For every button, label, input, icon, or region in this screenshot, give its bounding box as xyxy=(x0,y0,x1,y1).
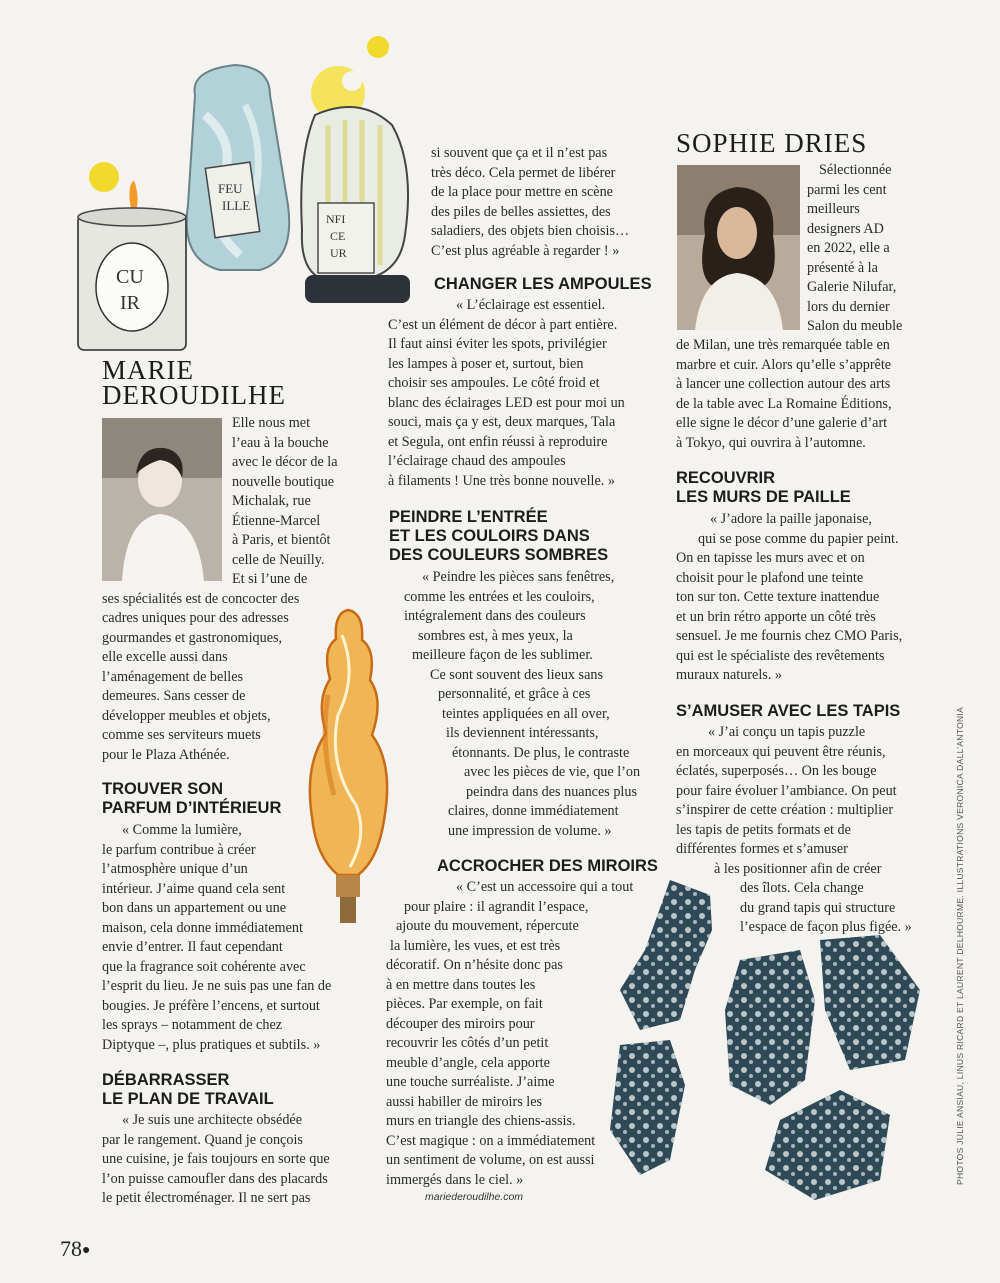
marie-portrait-photo xyxy=(102,418,222,581)
middle-continued-text: si souvent que ça et il n’est pas très déco. Cela permet de libérer de la place pour mettre en scène des piles de belles assiettes, des saladiers, des objets bien choisis… C’est plus agréable à regarder ! » xyxy=(431,145,630,259)
svg-text:NFI: NFI xyxy=(326,212,346,226)
section-title-miroirs: ACCROCHER DES MIROIRS xyxy=(437,857,658,875)
section-title-paille: RECOUVRIR LES MURS DE PAILLE xyxy=(676,469,851,506)
marie-bio-beside: Elle nous met l’eau à la bouche avec le décor de la nouvelle boutique Michalak, rue Étienne-Marcel à Paris, et bientôt celle de Neuilly. xyxy=(232,415,338,568)
section-text-parfum: « Comme la lumière, le parfum contribue à créer l’atmosphère unique d’un intérieur. J’aime quand cela sent bon dans un appartement ou une maison, cela donne immédiatement envie d’entrer. Il faut cependant que la fragrance soit cohérente avec l’esprit du lieu. Je ne suis pas une fan de bougies. Je préfère l’encens, et surtout les sprays – notamment de chez Diptyque –, plus pratiques et subtils. » xyxy=(102,822,332,1053)
section-text-tapis: « J’ai conçu un tapis puzzle en morceaux qui peuvent être réunis, éclatés, superposés… On les bouge pour faire évoluer l’ambiance. On peut s’inspirer de cette création : multiplier les tapis de petits formats et de différentes formes et s’amuser à les positionner afin de créer des îlots. Cela change du grand tapis qui structure l’espace de façon plus figée. » xyxy=(676,724,912,935)
bullet-icon: ● xyxy=(82,1242,91,1258)
section-text-paille: « J’adore la paille japonaise, qui se pose comme du papier peint. On en tapisse les murs avec et on choisit pour le plafond une teinte ton sur ton. Cette texture inattendue et un brin rétro apporte un côté très sensuel. Je me fournis chez CMO Paris, qui est le spécialiste des revêtements muraux naturels. » xyxy=(676,511,903,683)
photo-credits: PHOTOS JULIE ANSIAU, LINUS RICARD ET LAURENT DELHOURME. ILLUSTRATIONS VERONICA DALL’ANTONIA xyxy=(955,706,965,1185)
page-number: 78● xyxy=(60,1236,91,1261)
svg-text:IR: IR xyxy=(120,292,140,314)
sophie-bio-beside: Sélectionnée parmi les cent meilleurs designers AD en 2022, elle a présenté à la Galerie Nilufar, lors du dernier Salon du meuble xyxy=(807,162,903,334)
section-text-miroirs: « C’est un accessoire qui a tout pour plaire : il agrandit l’espace, ajoute du mouvement, répercute la lumière, les vues, et est très décoratif. On n’hésite donc pas à en mettre dans toutes les pièces. Par exemple, on fait découper des miroirs pour recouvrir les côtés d’un petit meuble d’angle, cela apporte une touche surréaliste. J’aime aussi habiller de miroirs les murs en triangle des chiens-assis. C’est magique : on a immédiatement un sentiment de volume, on est aussi immergés dans le ciel. » xyxy=(386,879,634,1188)
section-text-plan-travail: « Je suis une architecte obsédée par le rangement. Quand je conçois une cuisine, je fais toujours en sorte que l’on puisse camoufler dans des placards le petit électroménager. Il ne sert pas xyxy=(102,1112,330,1206)
sophie-portrait-photo xyxy=(677,165,800,330)
section-title-tapis: S’AMUSER AVEC LES TAPIS xyxy=(676,702,901,720)
website-link[interactable]: mariederoudilhe.com xyxy=(425,1191,524,1203)
section-title-ampoules: CHANGER LES AMPOULES xyxy=(434,275,652,293)
svg-text:ILLE: ILLE xyxy=(222,198,251,213)
marie-name: MARIE DEROUDILHE xyxy=(102,355,286,410)
fragrance-illustration xyxy=(70,25,430,365)
svg-text:CE: CE xyxy=(330,229,346,243)
section-title-parfum: TROUVER SON PARFUM D’INTÉRIEUR xyxy=(102,780,282,817)
svg-text:CU: CU xyxy=(116,266,144,288)
svg-text:UR: UR xyxy=(330,246,347,260)
marie-bio-below: Et si l’une de ses spécialités est de concocter des cadres uniques pour des adresses gourmandes et gastronomiques, elle excelle aussi dans l’aménagement de belles demeures. Sans cesser de développer meubles et objets, comme ses serviteurs muets pour le Plaza Athénée. xyxy=(102,571,308,763)
section-title-peindre: PEINDRE L’ENTRÉE ET LES COULOIRS DANS DES COULEURS SOMBRES xyxy=(389,508,609,564)
section-text-peindre: « Peindre les pièces sans fenêtres, comme les entrées et les couloirs, intégralement dans des couleurs sombres est, à mes yeux, la meilleure façon de les sublimer. Ce sont souvent des lieux sans personnalité, et grâce à ces teintes appliquées en all over, ils deviennent intéressants, étonnants. De plus, le contraste avec les pièces de vie, que l’on peindra dans des nuances plus claires, donne immédiatement une impression de volume. » xyxy=(404,569,641,839)
svg-text:FEU: FEU xyxy=(218,181,243,196)
sophie-bio-below: de Milan, une très remarquée table en marbre et cuir. Alors qu’elle s’apprête à lancer une collection autour des arts de la table avec La Romaine Éditions, elle signe le décor d’une galerie d’art à Tokyo, qui ouvrira à l’automne. xyxy=(676,337,892,451)
section-title-plan-travail: DÉBARRASSER LE PLAN DE TRAVAIL xyxy=(102,1071,274,1108)
sophie-name: SOPHIE DRIES xyxy=(676,128,868,158)
section-text-ampoules: « L’éclairage est essentiel. C’est un élément de décor à part entière. Il faut ainsi éviter les spots, privilégier les lampes à poser et, surtout, bien choisir ses ampoules. Le côté froid et blanc des éclairages LED est pour moi un souci, mais ça y est, deux marques, Tala et Segula, ont enfin réussi à reproduire l’éclairage chaud des ampoules à filaments ! Une très bonne nouvelle. » xyxy=(388,297,625,489)
